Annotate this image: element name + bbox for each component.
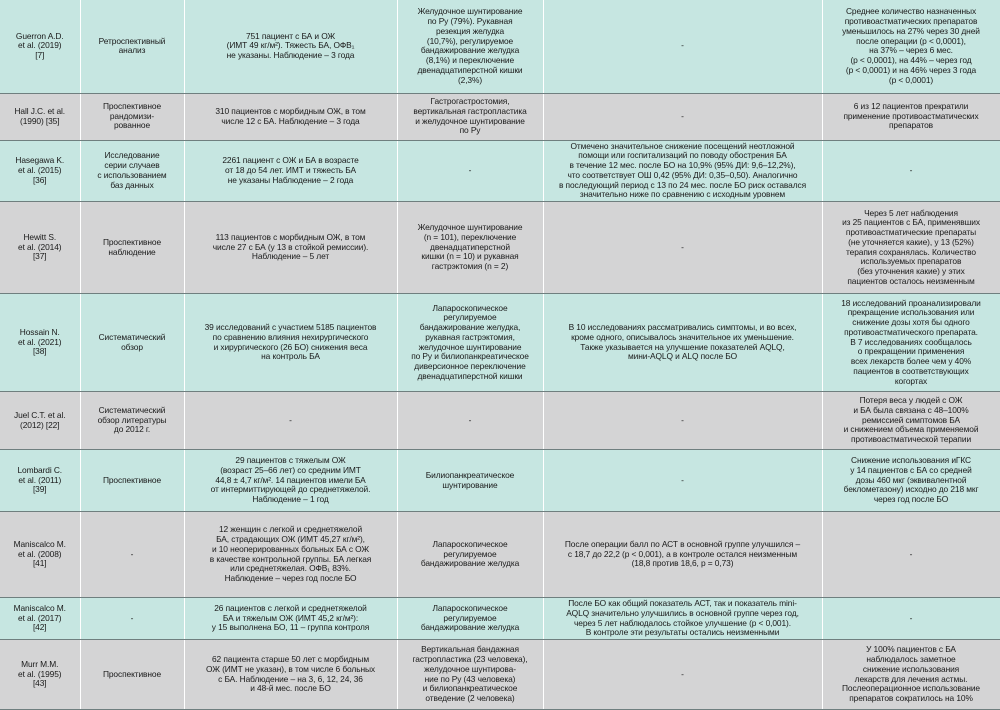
study-population-cell xyxy=(184,140,397,202)
study-population-cell xyxy=(184,392,397,450)
study-population-cell-text: 26 пациентов с легкой и среднетяжелой БА и тяжелым ОЖ (ИМТ 45,2 кг/м²): у 15 выполнена БО, 11 – группа контроля xyxy=(211,602,370,633)
asthma-symptoms-outcome-cell xyxy=(543,512,822,598)
surgery-type-cell-text: Лапароскопическое регулируемое бандажирование желудка, рукавная гастрэктомия, желудочное шунтирование по Ру и билиопанкреатическое диверсионное переключение двенадцатиперстной кишки xyxy=(411,302,529,381)
asthma-medication-outcome-cell-text: Потеря веса у людей с ОЖ и БА была связана с 48–100% ремиссией симптомов БА и снижением объема применяемой противоастматической терапии xyxy=(843,395,979,445)
study-population-cell xyxy=(184,598,397,640)
study-population-cell xyxy=(184,93,397,140)
study-author-cell xyxy=(0,392,80,450)
study-author-cell-text: Maniscalco M. et al. (2017) [42] xyxy=(13,602,66,633)
study-author-cell xyxy=(0,640,80,710)
study-design-cell-text: Исследование серии случаев с использованием баз данных xyxy=(97,150,167,190)
study-population-cell xyxy=(184,512,397,598)
study-design-cell xyxy=(80,392,184,450)
table-row xyxy=(0,450,1000,512)
study-population-cell-text: 62 пациента старше 50 лет с морбидным ОЖ (ИМТ не указан), в том числе 6 больных с БА. Наблюдение – на 3, 6, 12, 24, 36 и 48-й мес. после БО xyxy=(206,654,375,694)
study-population-cell-text: 113 пациентов с морбидным ОЖ, в том числе 27 с БА (у 13 в стойкой ремиссии). Наблюдение – 5 лет xyxy=(212,231,369,262)
study-design-cell xyxy=(80,140,184,202)
study-author-cell-text: Guerron A.D. et al. (2019) [7] xyxy=(15,30,64,61)
surgery-type-cell-text: Желудочное шунтирование по Ру (79%). Рукавная резекция желудка (10,7%), регулируемое бандажирование желудка (8,1%) и переключение двенадцатиперстной кишки (2,3%) xyxy=(417,6,523,85)
study-author-cell xyxy=(0,93,80,140)
asthma-medication-outcome-cell-text: 6 из 12 пациентов прекратили применение противоастматических препаратов xyxy=(843,100,979,131)
surgery-type-cell-text: Лапароскопическое регулируемое бандажирование желудка xyxy=(420,602,520,633)
study-population-cell-text: 310 пациентов с морбидным ОЖ, в том числе 12 с БА. Наблюдение – 3 года xyxy=(215,105,366,126)
asthma-symptoms-outcome-cell-text: - xyxy=(681,40,684,51)
study-author-cell-text: Hall J.C. et al. (1990) [35] xyxy=(14,105,66,126)
study-population-cell-text: 12 женщин с легкой и среднетяжелой БА, страдающих ОЖ (ИМТ 45,27 кг/м²), и 10 неоперированных больных БА с ОЖ в качестве контрольной группы. БА легкая или среднетяжелая. ОФВ₁ 83%. Наблюдение – через год после БО xyxy=(209,524,372,583)
study-design-cell-text: - xyxy=(130,548,134,559)
surgery-type-cell xyxy=(397,93,543,140)
asthma-medication-outcome-cell-text: Снижение использования иГКС у 14 пациентов с БА со средней дозы 460 мкг (эквивалентной беклометазону) исходно до 218 мкг через год после БО xyxy=(843,455,979,505)
surgery-type-cell-text: Гастрогастростомия, вертикальная гастропластика и желудочное шунтирование по Ру xyxy=(413,96,527,136)
asthma-medication-outcome-cell-text: Через 5 лет наблюдения из 25 пациентов с БА, применявших противоастматические препараты (не уточняется какие), у 13 (52%) терапия сохранялась. Количество используемых препаратов (без уточнения какие) у этих пациентов осталось неизменным xyxy=(842,207,980,286)
asthma-medication-outcome-cell xyxy=(822,93,1000,140)
asthma-symptoms-outcome-cell-text: - xyxy=(681,474,684,485)
asthma-symptoms-outcome-cell xyxy=(543,202,822,294)
asthma-symptoms-outcome-cell-text: После операции балл по АСТ в основной группе улучшился – с 18,7 до 22,2 (р < 0,001), а в контроле остался неизменным (18,8 против 18,6, р = 0,73) xyxy=(564,538,801,569)
study-author-cell-text: Hossain N. et al. (2021) [38] xyxy=(18,326,62,357)
study-author-cell-text: Hewitt S. et al. (2014) [37] xyxy=(18,231,62,262)
study-author-cell xyxy=(0,598,80,640)
surgery-type-cell-text: Лапароскопическое регулируемое бандажирование желудка xyxy=(420,538,520,569)
asthma-symptoms-outcome-cell-text: - xyxy=(681,414,684,425)
asthma-medication-outcome-cell-text: - xyxy=(909,548,913,559)
study-design-cell-text: Систематический обзор литературы до 2012 г. xyxy=(97,404,167,435)
asthma-symptoms-outcome-cell-text: После БО как общий показатель АСТ, так и показатель mini- AQLQ значительно улучшились в основной группе через год, через 5 лет наблюдалось стойкое улучшение (р < 0,001). В контроле эти результаты остались неизменными xyxy=(566,598,799,638)
asthma-symptoms-outcome-cell xyxy=(543,598,822,640)
study-design-cell xyxy=(80,598,184,640)
study-design-cell-text: Ретроспективный анализ xyxy=(98,35,166,56)
asthma-symptoms-outcome-cell-text: - xyxy=(681,110,684,121)
study-author-cell-text: Juel C.T. et al. (2012) [22] xyxy=(14,409,66,430)
study-design-cell xyxy=(80,294,184,392)
asthma-medication-outcome-cell-text: - xyxy=(909,164,913,175)
study-author-cell xyxy=(0,0,80,93)
asthma-symptoms-outcome-cell xyxy=(543,93,822,140)
study-population-cell xyxy=(184,450,397,512)
asthma-symptoms-outcome-cell-text: Отмечено значительное снижение посещений неотложной помощи или госпитализаций по поводу обострения БА в течение 12 мес. после БО на 10,9% (95% ДИ: 9,6–12,2%), что соответствует ОШ 0,42 (95% ДИ: 0,35–0,50). Аналогично в последующий период с 13 по 24 мес. после БО риск оставался значительно ниже по сравнению с исходным уровнем xyxy=(558,140,807,200)
asthma-medication-outcome-cell xyxy=(822,202,1000,294)
study-population-cell-text: - xyxy=(289,414,292,425)
study-population-cell-text: 751 пациент с БА и ОЖ (ИМТ 49 кг/м²). Тяжесть БА, ОФВ₁ не указаны. Наблюдение – 3 года xyxy=(226,30,355,61)
study-design-cell xyxy=(80,0,184,93)
table-row xyxy=(0,0,1000,93)
study-design-cell-text: Систематический обзор xyxy=(98,331,166,352)
surgery-type-cell xyxy=(397,598,543,640)
asthma-medication-outcome-cell-text: - xyxy=(909,612,913,623)
table-row xyxy=(0,202,1000,294)
asthma-medication-outcome-cell xyxy=(822,640,1000,710)
surgery-type-cell xyxy=(397,512,543,598)
table-row xyxy=(0,140,1000,202)
study-design-cell-text: Проспективное xyxy=(102,474,162,485)
asthma-symptoms-outcome-cell xyxy=(543,0,822,93)
study-design-cell xyxy=(80,640,184,710)
surgery-type-cell xyxy=(397,294,543,392)
study-design-cell-text: - xyxy=(130,612,134,623)
study-design-cell xyxy=(80,93,184,140)
asthma-symptoms-outcome-cell xyxy=(543,392,822,450)
study-design-cell-text: Проспективное наблюдение xyxy=(102,236,162,257)
asthma-medication-outcome-cell-text: 18 исследований проанализировали прекращение использования или снижение дозы хотя бы одного противоастматического препарата. В 7 исследованиях сообщалось о прекращении применения всех лекарств более чем у 40% пациентов в соответствующих когортах xyxy=(841,297,981,386)
study-author-cell xyxy=(0,202,80,294)
asthma-medication-outcome-cell xyxy=(822,392,1000,450)
asthma-symptoms-outcome-cell xyxy=(543,450,822,512)
study-design-cell-text: Проспективное xyxy=(102,668,162,679)
asthma-medication-outcome-cell xyxy=(822,140,1000,202)
asthma-medication-outcome-cell xyxy=(822,294,1000,392)
table-row xyxy=(0,392,1000,450)
study-design-cell xyxy=(80,450,184,512)
asthma-medication-outcome-cell-text: У 100% пациентов с БА наблюдалось заметное снижение использования лекарств для лечения астмы. Послеоперационное использование препаратов сократилось на 10% xyxy=(841,644,980,703)
surgery-type-cell-text: Желудочное шунтирование (n = 101), переключение двенадцатиперстной кишки (n = 10) и рукавная гастрэктомия (n = 2) xyxy=(417,222,523,272)
surgery-type-cell-text: - xyxy=(468,164,472,175)
asthma-medication-outcome-cell xyxy=(822,512,1000,598)
study-author-cell xyxy=(0,512,80,598)
study-design-cell-text: Проспективное рандомизи- рованное xyxy=(102,100,162,131)
study-population-cell xyxy=(184,202,397,294)
study-design-cell xyxy=(80,512,184,598)
study-author-cell xyxy=(0,294,80,392)
surgery-type-cell xyxy=(397,0,543,93)
study-author-cell xyxy=(0,140,80,202)
asthma-symptoms-outcome-cell-text: В 10 исследованиях рассматривались симптомы, и во всех, кроме одного, описывалось значительное их уменьшение. Также указывается на улучшение показателей AQLQ, мини-AQLQ и ALQ после БО xyxy=(568,322,797,362)
surgery-type-cell xyxy=(397,392,543,450)
table-row xyxy=(0,598,1000,640)
asthma-symptoms-outcome-cell-text: - xyxy=(681,668,684,679)
study-population-cell-text: 29 пациентов с тяжелым ОЖ (возраст 25–66 лет) со средним ИМТ 44,8 ± 4,7 кг/м². 14 пациентов имели БА от интермиттирующей до среднетяжелой. Наблюдение – 1 год xyxy=(210,455,371,505)
table-row xyxy=(0,93,1000,140)
surgery-type-cell-text: - xyxy=(468,414,472,425)
study-author-cell-text: Maniscalco M. et al. (2008) [41] xyxy=(13,538,66,569)
study-population-cell-text: 39 исследований с участием 5185 пациентов по сравнению влияния нехирургического и хирургического (26 БО) снижения веса на контроль БА xyxy=(204,322,377,362)
study-population-cell-text: 2261 пациент с ОЖ и БА в возрасте от 18 до 54 лет. ИМТ и тяжесть БА не указаны Наблюдение – 2 года xyxy=(222,155,359,185)
table-row xyxy=(0,640,1000,710)
asthma-medication-outcome-cell-text: Среднее количество назначенных противоастматических препаратов уменьшилось на 27% через 30 дней после операции (р < 0,0001), на 37% – через 6 мес. (р < 0,0001), на 44% – через год (р < 0,0001) и на 46% через 3 года (р < 0,0001) xyxy=(842,6,980,85)
study-author-cell-text: Hasegawa K. et al. (2015) [36] xyxy=(15,155,65,185)
table-row xyxy=(0,294,1000,392)
surgery-type-cell xyxy=(397,450,543,512)
study-author-cell-text: Lombardi C. et al. (2011) [39] xyxy=(17,464,63,495)
asthma-medication-outcome-cell xyxy=(822,450,1000,512)
study-design-cell xyxy=(80,202,184,294)
surgery-type-cell-text: Билиопанкреатическое шунтирование xyxy=(425,469,515,490)
study-population-cell xyxy=(184,640,397,710)
surgery-type-cell xyxy=(397,202,543,294)
surgery-type-cell xyxy=(397,640,543,710)
asthma-symptoms-outcome-cell-text: - xyxy=(681,241,684,252)
study-author-cell xyxy=(0,450,80,512)
study-population-cell xyxy=(184,294,397,392)
surgery-type-cell-text: Вертикальная бандажная гастропластика (23 человека), желудочное шунтирова- ние по Ру (43 человека) и билиопанкреатическое отведение (2 человека) xyxy=(412,644,528,703)
asthma-symptoms-outcome-cell xyxy=(543,140,822,202)
study-population-cell xyxy=(184,0,397,93)
asthma-symptoms-outcome-cell xyxy=(543,640,822,710)
table-row xyxy=(0,512,1000,598)
surgery-type-cell xyxy=(397,140,543,202)
asthma-medication-outcome-cell xyxy=(822,0,1000,93)
asthma-symptoms-outcome-cell xyxy=(543,294,822,392)
asthma-medication-outcome-cell xyxy=(822,598,1000,640)
study-author-cell-text: Murr M.M. et al. (1995) [43] xyxy=(18,658,62,689)
